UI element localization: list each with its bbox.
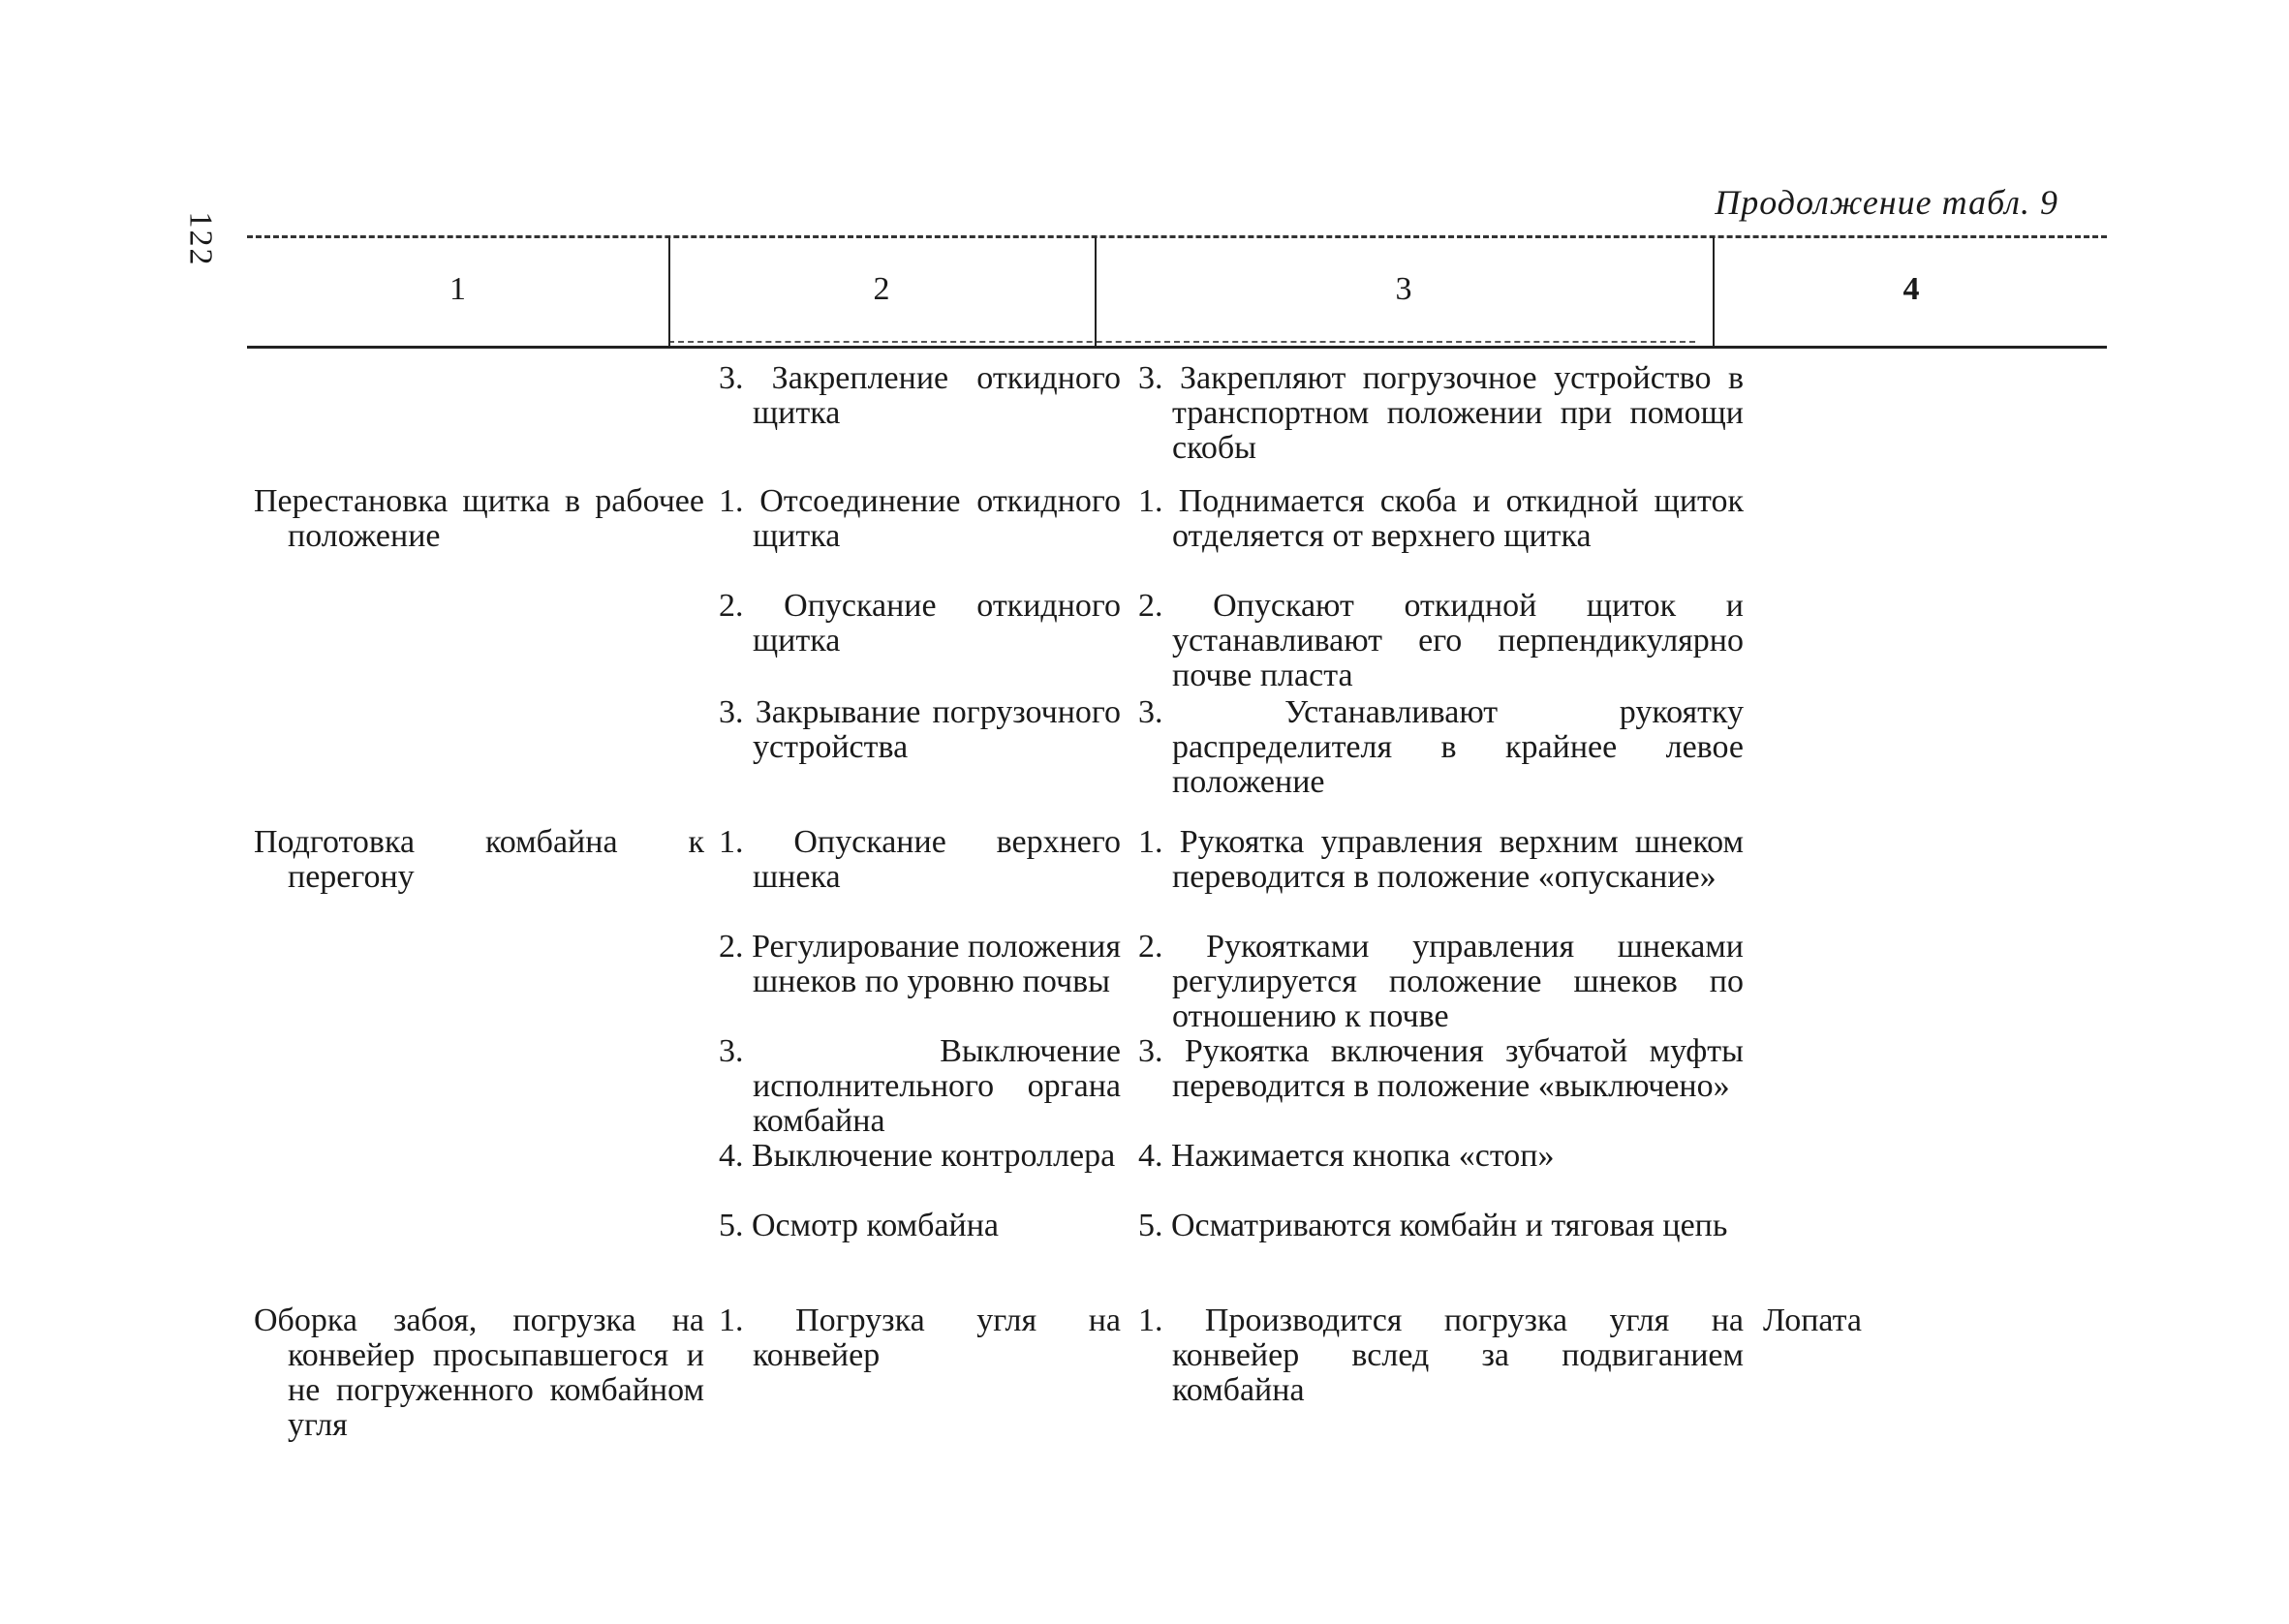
cell-r9-c2: 1. Погрузка угля на конвейер bbox=[719, 1302, 1121, 1373]
page-number: 122 bbox=[182, 211, 219, 267]
cell-r5-c3: 2. Рукоятками управления шнеками регулируется положение шнеков по отношению к почве bbox=[1138, 929, 1744, 1034]
cell-r2-c3: 2. Опускают откидной щиток и устанавливают его перпендикулярно почве пласта bbox=[1138, 588, 1744, 693]
cell-r3-c3: 3. Устанавливают рукоятку распределителя в крайнее левое положение bbox=[1138, 694, 1744, 800]
cell-r9-c4: Лопата bbox=[1763, 1302, 1862, 1338]
cell-r1-c2: 1. Отсоединение откидного щитка bbox=[719, 483, 1121, 554]
cell-r7-c2: 4. Выключение контроллера bbox=[719, 1138, 1116, 1174]
cell-r1-c1: Перестановка щитка в рабочее положение bbox=[254, 483, 704, 554]
table-header-rule bbox=[247, 346, 2107, 349]
header-col-2: 2 bbox=[873, 271, 890, 307]
cell-r7-c3: 4. Нажимается кнопка «стоп» bbox=[1138, 1138, 1555, 1174]
cell-r0-c3: 3. Закрепляют погрузочное устройство в транспортном положении при помощи скобы bbox=[1138, 360, 1744, 466]
table-continuation-caption: Продолжение табл. 9 bbox=[1715, 183, 2058, 222]
cell-r3-c2: 3. Закрывание погрузочного устройства bbox=[719, 694, 1121, 765]
cell-r9-c1: Оборка забоя, погрузка на конвейер просыпавшегося и не погруженного комбайном угля bbox=[254, 1302, 704, 1443]
cell-r9-c3: 1. Производится погрузка угля на конвейер вслед за подвиганием комбайна bbox=[1138, 1302, 1744, 1408]
header-col-1: 1 bbox=[449, 271, 466, 307]
cell-r1-c3: 1. Поднимается скоба и откидной щиток отделяется от верхнего щитка bbox=[1138, 483, 1744, 554]
table-header-rule-dashed bbox=[668, 341, 1695, 343]
cell-r6-c3: 3. Рукоятка включения зубчатой муфты переводится в положение «выключено» bbox=[1138, 1033, 1744, 1104]
cell-r6-c2: 3. Выключение исполнительного органа комбайна bbox=[719, 1033, 1121, 1139]
cell-r2-c2: 2. Опускание откидного щитка bbox=[719, 588, 1121, 659]
cell-r5-c2: 2. Регулирование положения шнеков по уровню почвы bbox=[719, 929, 1121, 999]
header-col-4: 4 bbox=[1902, 271, 1920, 307]
header-col-3: 3 bbox=[1395, 271, 1412, 307]
cell-r8-c3: 5. Осматриваются комбайн и тяговая цепь bbox=[1138, 1208, 1728, 1243]
cell-r0-c2: 3. Закрепление откидного щитка bbox=[719, 360, 1121, 431]
cell-r8-c2: 5. Осмотр комбайна bbox=[719, 1208, 1000, 1243]
table-top-rule bbox=[247, 235, 2107, 238]
cell-r4-c3: 1. Рукоятка управления верхним шнеком переводится в положение «опускание» bbox=[1138, 824, 1744, 895]
cell-r4-c1: Подготовка комбайна к перегону bbox=[254, 824, 704, 895]
cell-r4-c2: 1. Опускание верхнего шнека bbox=[719, 824, 1121, 895]
